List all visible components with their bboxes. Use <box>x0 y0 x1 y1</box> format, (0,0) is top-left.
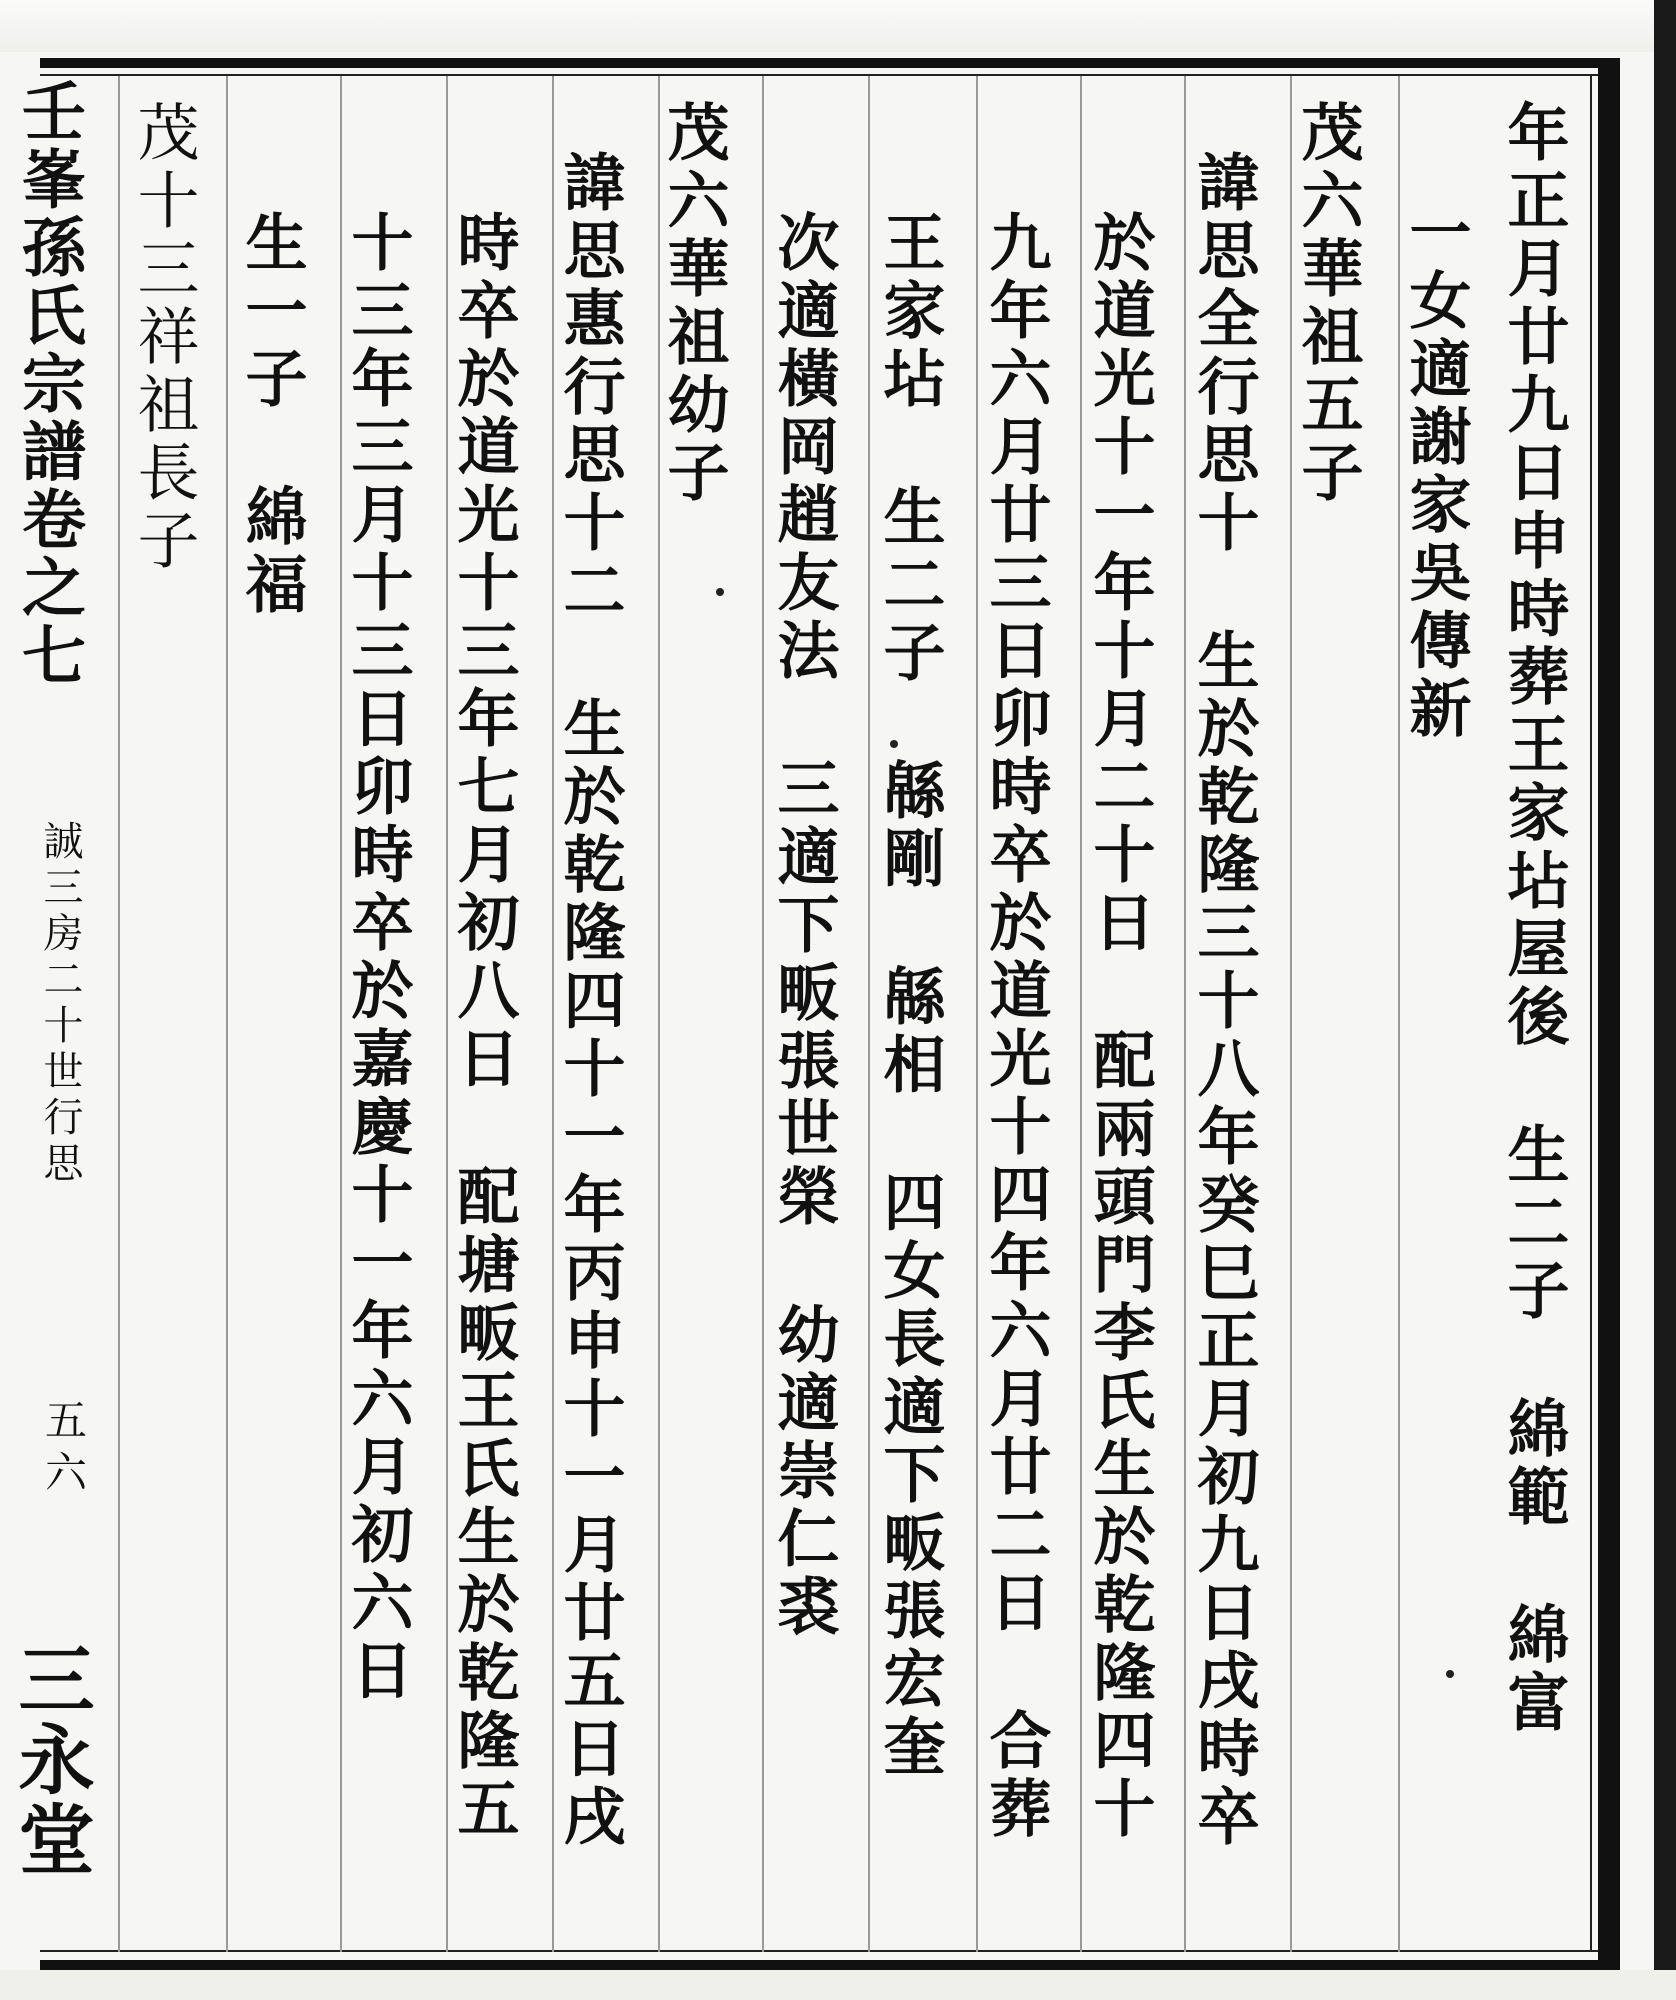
column-text: 年正月廿九日申時葬王家坫屋後 <box>1497 100 1570 1052</box>
column-divider <box>762 76 764 1952</box>
text-column-10 <box>553 150 626 1852</box>
column-text: 綿富 <box>1497 1602 1570 1738</box>
column-text: 諱思全行思十 <box>1187 150 1260 558</box>
book-title: 壬峯孫氏宗譜 <box>11 78 86 486</box>
column-text: 九年六月廿三日卯時卒於道光十四年六月廿二日 <box>979 210 1052 1638</box>
text-column-8 <box>767 210 840 1642</box>
column-text: 生二子 <box>1497 1122 1570 1326</box>
text-column-2 <box>1399 200 1472 744</box>
scan-top-edge <box>0 0 1676 52</box>
text-column-6 <box>979 210 1052 1844</box>
column-text: 王家坫 <box>873 210 946 414</box>
text-column-12 <box>341 210 414 1706</box>
column-text: 茂十三祥祖長子 <box>127 100 200 576</box>
text-column-4 <box>1187 150 1260 1852</box>
scan-bottom-edge <box>0 1970 1676 2000</box>
column-text: 生於乾隆三十八年癸巳正月初九日戌時卒 <box>1187 628 1260 1852</box>
column-text: 配塘畈王氏生於乾隆五 <box>447 1164 520 1844</box>
column-text: 綿範 <box>1497 1396 1570 1532</box>
ink-dot <box>890 740 898 748</box>
text-column-3 <box>1291 100 1364 508</box>
column-text: 茂六華祖幼子 <box>657 100 730 508</box>
text-column-7 <box>873 210 946 1782</box>
column-text: 諱思惠行思十二 <box>553 150 626 626</box>
column-text: 配兩頭門李氏生於乾隆四十 <box>1083 1028 1156 1844</box>
ink-dot <box>716 588 724 596</box>
text-column-13 <box>235 210 308 620</box>
column-text: 合葬 <box>979 1708 1052 1844</box>
frame-top-inner-line <box>40 74 1620 76</box>
text-column-9 <box>657 100 730 508</box>
ink-dot <box>1446 1670 1454 1678</box>
column-divider <box>226 76 228 1952</box>
column-text: 幼適崇仁裘 <box>767 1302 840 1642</box>
text-column-5 <box>1083 210 1156 1844</box>
column-text: 十三年三月十三日卯時卒於嘉慶十一年六月初六日 <box>341 210 414 1706</box>
column-text: 茂六華祖五子 <box>1291 100 1364 508</box>
margin-book-title <box>11 78 86 690</box>
column-text: 四女長適下畈張宏奎 <box>873 1170 946 1782</box>
margin-gutter-line <box>118 76 120 1952</box>
column-text: 緜剛 <box>873 758 946 894</box>
frame-right-inner-line <box>1590 74 1592 1952</box>
binding-shadow <box>1654 0 1676 2000</box>
text-column-14 <box>127 100 200 576</box>
column-text: 次適橫岡趙友法 <box>767 210 840 686</box>
margin-hall-name: 三永堂 <box>6 1640 95 1880</box>
margin-page-number: 五六 <box>39 1398 88 1502</box>
column-text: 綿福 <box>235 484 308 620</box>
text-column-1 <box>1497 100 1570 1738</box>
column-text: 於道光十一年十月二十日 <box>1083 210 1156 958</box>
column-text: 緜相 <box>873 964 946 1100</box>
frame-bottom-border <box>40 1960 1620 1970</box>
volume-number: 卷之七 <box>11 486 86 690</box>
column-text: 生於乾隆四十一年丙申十一月廿五日戌 <box>553 696 626 1852</box>
column-divider <box>1184 76 1186 1952</box>
margin-section-label: 誠三房二十世行思 <box>37 820 83 1188</box>
text-column-11 <box>447 210 520 1844</box>
column-divider <box>976 76 978 1952</box>
frame-bottom-inner-line <box>40 1950 1620 1952</box>
frame-right-border <box>1598 58 1620 1970</box>
column-text: 一女適謝家吳傳新 <box>1399 200 1472 744</box>
column-divider <box>1080 76 1082 1952</box>
column-text: 生二子 <box>873 484 946 688</box>
column-divider <box>868 76 870 1952</box>
column-text: 三適下畈張世榮 <box>767 756 840 1232</box>
column-text: 時卒於道光十三年七月初八日 <box>447 210 520 1094</box>
column-text: 生一子 <box>235 210 308 414</box>
frame-top-border <box>40 58 1620 68</box>
